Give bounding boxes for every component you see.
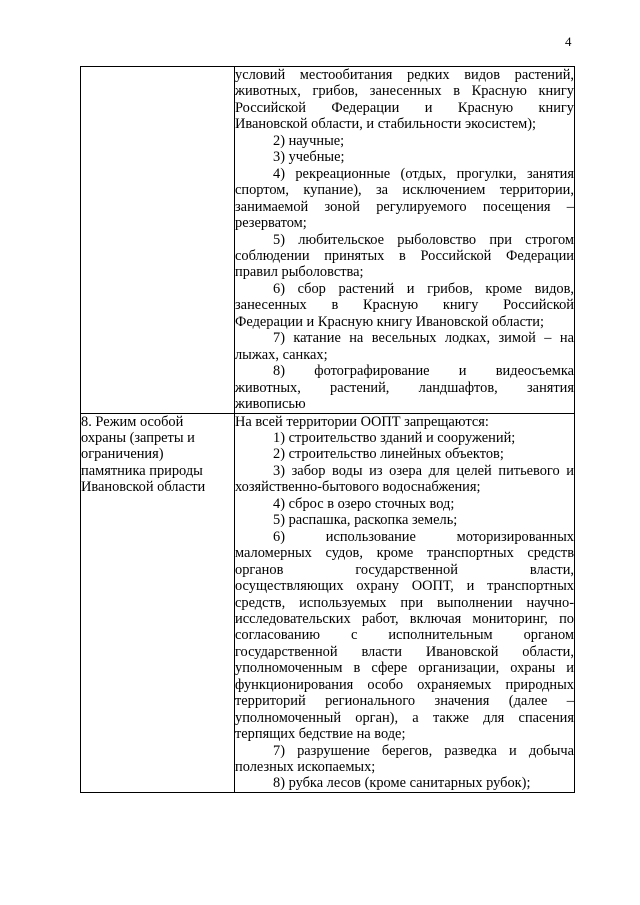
text-line: 7) катание на весельных лодках, зимой – на bbox=[273, 330, 574, 347]
text-line: 7) разрушение берегов, разведка и добыча bbox=[273, 742, 574, 759]
text-line: органов государственной власти, bbox=[235, 561, 574, 578]
text-line: Ивановской области, и стабильности экосистем); bbox=[235, 116, 537, 133]
text-line: 1) строительство зданий и сооружений; bbox=[273, 429, 516, 446]
heading-line: Ивановской области bbox=[81, 479, 206, 496]
text-line: Российской Федерации и Красную книгу bbox=[235, 99, 574, 116]
text-line: государственной власти Ивановской области, bbox=[235, 643, 574, 660]
table-cell-heading bbox=[81, 413, 235, 792]
page-number: 4 bbox=[565, 34, 572, 49]
table-cell-permitted-uses bbox=[235, 67, 575, 414]
text-line: правил рыболовства; bbox=[235, 264, 364, 281]
text-line: 5) распашка, раскопка земель; bbox=[273, 512, 458, 529]
text-line: терпящих бедствие на воде; bbox=[235, 726, 406, 743]
protection-regime-heading bbox=[81, 414, 234, 496]
text-line: полезных ископаемых; bbox=[235, 759, 376, 776]
text-line: средств, используемых при выполнении научно- bbox=[235, 594, 574, 611]
text-line: резерватом; bbox=[235, 215, 307, 232]
text-line: 5) любительское рыболовство при строгом bbox=[273, 231, 574, 248]
text-line: 4) сброс в озеро сточных вод; bbox=[273, 495, 455, 512]
text-line: 6) сбор растений и грибов, кроме видов, bbox=[273, 280, 574, 297]
text-line: уполномоченным в сфере организации, охраны и bbox=[235, 660, 574, 677]
text-line: хозяйственно-бытового водоснабжения; bbox=[235, 479, 481, 496]
text-line: живописью bbox=[235, 396, 306, 413]
prohibitions-text bbox=[235, 430, 574, 792]
regulation-table bbox=[80, 66, 575, 793]
heading-line: 8. Режим особой bbox=[81, 413, 184, 430]
text-line: 3) забор воды из озера для целей питьевого и bbox=[273, 462, 574, 479]
table-row bbox=[81, 413, 575, 792]
heading-line: памятника природы bbox=[81, 462, 203, 479]
text-line: 8) рубка лесов (кроме санитарных рубок); bbox=[273, 775, 531, 792]
text-line: функционирования особо охраняемых природных bbox=[235, 676, 574, 693]
text-line: 2) строительство линейных объектов; bbox=[273, 446, 504, 463]
table-cell-prohibitions bbox=[235, 413, 575, 792]
text-line: условий местообитания редких видов растений, bbox=[235, 67, 574, 83]
table-cell-empty bbox=[81, 67, 235, 414]
text-line: животных, растений, ландшафтов, занятия bbox=[235, 379, 574, 396]
text-line: 4) рекреационные (отдых, прогулки, занятия bbox=[273, 165, 574, 182]
text-line: территорий регионального значения (далее – bbox=[235, 693, 574, 710]
text-line: согласованию с исполнительным органом bbox=[235, 627, 574, 644]
permitted-uses-text bbox=[235, 67, 574, 413]
heading-line: охраны (запреты и bbox=[81, 429, 195, 446]
text-line: осуществляющих охрану ООПТ, и транспортных bbox=[235, 578, 574, 595]
text-line: Федерации и Красную книгу Ивановской области; bbox=[235, 313, 544, 330]
text-line: маломерных судов, кроме транспортных средств bbox=[235, 545, 574, 562]
text-line: исследовательских работ, включая мониторинг, по bbox=[235, 610, 574, 627]
text-line: соблюдении принятых в Российской Федерации bbox=[235, 247, 574, 264]
text-line: 8) фотографирование и видеосъемка bbox=[273, 363, 574, 380]
prohibitions-intro: На всей территории ООПТ запрещаются: bbox=[235, 413, 489, 430]
text-line: уполномоченный орган), а также для спасения bbox=[235, 709, 574, 726]
table-row bbox=[81, 67, 575, 414]
text-line: 6) использование моторизированных bbox=[273, 528, 574, 545]
text-line: занимаемой зоной регулируемого посещения – bbox=[235, 198, 574, 215]
text-line: животных, грибов, занесенных в Красную книгу bbox=[235, 83, 574, 100]
heading-line: ограничения) bbox=[81, 446, 164, 463]
text-line: 2) научные; bbox=[273, 132, 345, 149]
text-line: лыжах, санках; bbox=[235, 346, 328, 363]
text-line: спортом, купание), за исключением территории, bbox=[235, 182, 574, 199]
text-line: занесенных в Красную книгу Российской bbox=[235, 297, 574, 314]
text-line: 3) учебные; bbox=[273, 149, 345, 166]
